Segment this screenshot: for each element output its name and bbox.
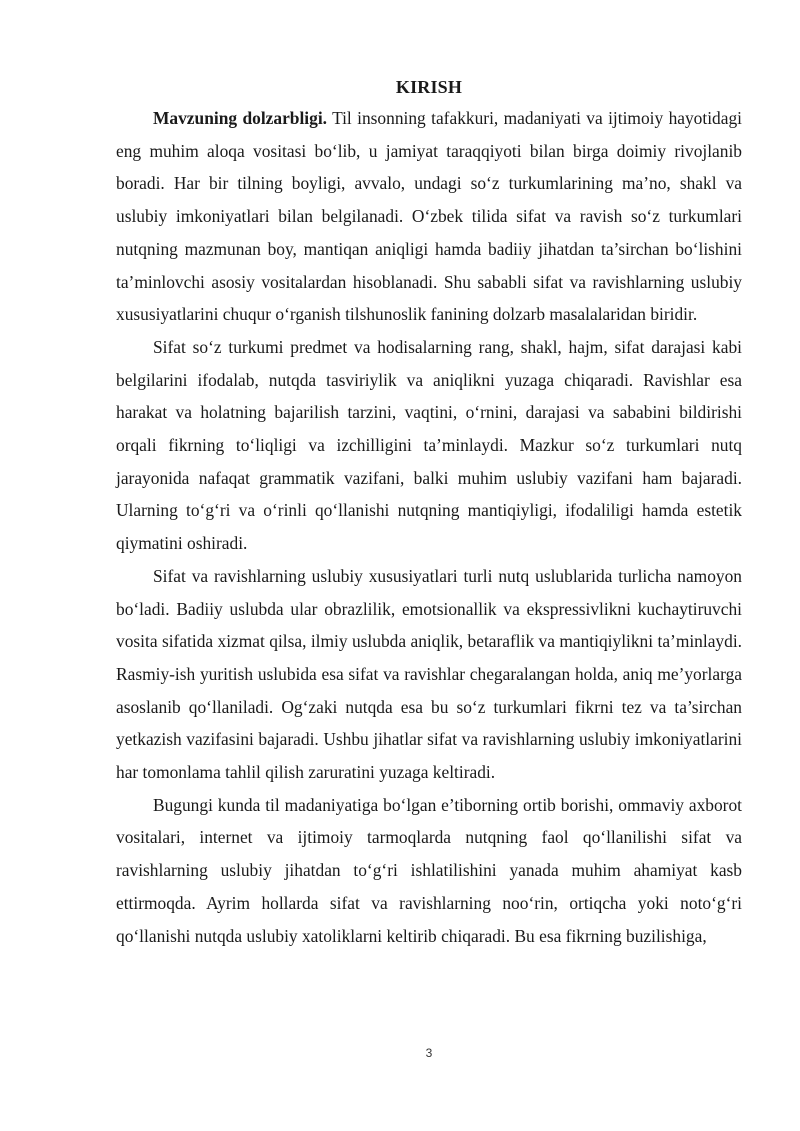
paragraph-text: Bugungi kunda til madaniyatiga bo‘lgan e’tiborning ortib borishi, ommaviy axborot vositalari, internet va ijtimoiy tarmoqlarda nutqning faol qo‘llanilishi sifat va ravishlarning uslubiy jihatdan to‘g‘ri ishlatilishini yanada muhim ahamiyat kasb ettirmoqda. Ayrim hollarda sifat va ravishlarning noo‘rin, ortiqcha yoki noto‘g‘ri qo‘llanishi nutqda uslubiy xatoliklarni keltirib chiqaradi. Bu esa fikrning buzilishiga, [116, 794, 742, 946]
paragraph-relevance [116, 102, 742, 331]
paragraph-styles [116, 560, 742, 789]
section-heading: KIRISH [395, 77, 463, 97]
body-text [116, 102, 742, 952]
paragraph-text: Sifat so‘z turkumi predmet va hodisalarning rang, shakl, hajm, sifat darajasi kabi belgilarini ifodalab, nutqda tasviriylik va aniqlikni yuzaga chiqaradi. Ravishlar esa harakat va holatning bajarilish tarzini, vaqtini, o‘rnini, darajasi va sababini bildirishi orqali fikrning to‘liqligi va izchilligini ta’minlaydi. Mazkur so‘z turkumlari nutq jarayonida nafaqat grammatik vazifani, balki muhim uslubiy vazifani ham bajaradi. Ularning to‘g‘ri va o‘rinli qo‘llanishi nutqning mantiqiyligi, ifodaliligi hamda estetik qiymatini oshiradi. [116, 336, 742, 554]
paragraph-modern-usage [116, 789, 742, 953]
paragraph-text: Til insonning tafakkuri, madaniyati va ijtimoiy hayotidagi eng muhim aloqa vositasi bo‘lib, u jamiyat taraqqiyoti bilan birga doimiy rivojlanib boradi. Har bir tilning boyligi, avvalo, undagi so‘z turkumlarining ma’no, shakl va uslubiy imkoniyatlari bilan belgilanadi. O‘zbek tilida sifat va ravish so‘z turkumlari nutqning mazmunan boy, mantiqan aniqligi hamda badiiy jihatdan ta’sirchan bo‘lishini ta’minlovchi asosiy vositalardan hisoblanadi. Shu sababli sifat va ravishlarning uslubiy xususiyatlarini chuqur o‘rganish tilshunoslik fanining dolzarb masalalaridan biridir. [116, 108, 742, 325]
paragraph-adjectives [116, 331, 742, 560]
paragraph-text: Sifat va ravishlarning uslubiy xususiyatlari turli nutq uslublarida turlicha namoyon bo‘ladi. Badiiy uslubda ular obrazlilik, emotsionallik va ekspressivlikni kuchaytiruvchi vosita sifatida xizmat qilsa, ilmiy uslubda aniqlik, betaraflik va mantiqiylikni ta’minlaydi. Rasmiy-ish yuritish uslubida esa sifat va ravishlar chegaralangan holda, aniq me’yorlarga asoslanib qo‘llaniladi. Og‘zaki nutqda esa bu so‘z turkumlari fikrni tez va ta’sirchan yetkazish vazifasini bajaradi. Ushbu jihatlar sifat va ravishlarning uslubiy imkoniyatlarini har tomonlama tahlil qilish zaruratini yuzaga keltiradi. [116, 565, 742, 783]
paragraph-lead: Mavzuning dolzarbligi. [153, 108, 327, 128]
page-number: 3 [425, 1046, 433, 1060]
